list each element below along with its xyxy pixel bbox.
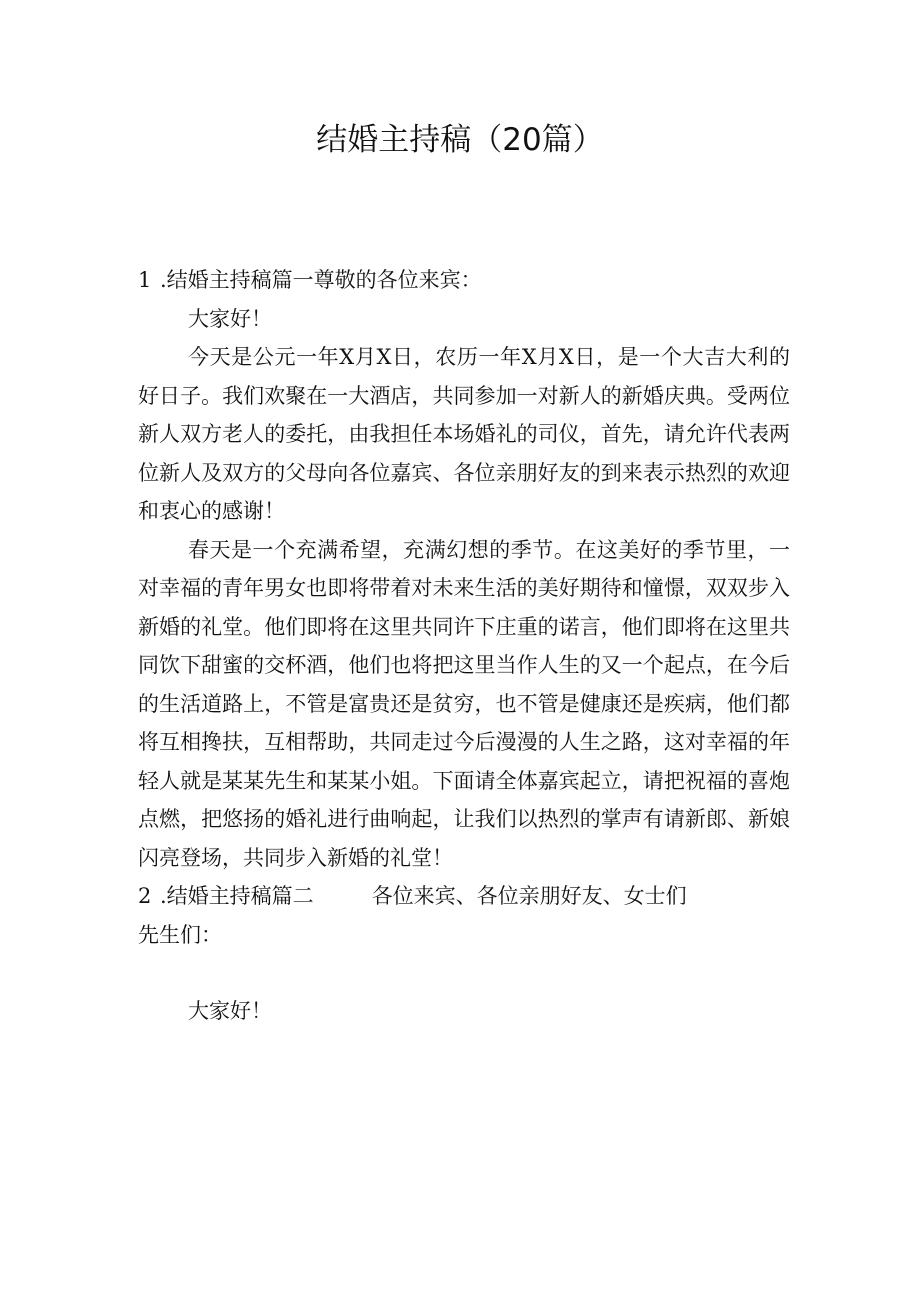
section-1-paragraph-1: 今天是公元一年X月X日，农历一年X月X日，是一个大吉大利的好日子。我们欢聚在一大酒店，共同参加一对新人的新婚庆典。受两位新人双方老人的委托，由我担任本场婚礼的司仪，首先，请允许代表两位新人及双方的父母向各位嘉宾、各位亲朋好友的到来表示热烈的欢迎和衷心的感谢！ [138,345,790,523]
section-2-number: 2 [138,884,152,908]
section-1-heading [138,261,790,300]
section-1-heading-text: .结婚主持稿篇一尊敬的各位来宾： [160,268,482,292]
section-1-number: 1 [138,268,152,292]
section-2-continuation: 先生们： [138,922,222,947]
section-1-greeting: 大家好！ [188,306,272,331]
section-2-heading-tail: 各位来宾、各位亲朋好友、女士们 [371,884,687,908]
blank-line [138,954,790,992]
document-body [138,261,790,1031]
document-title: 结婚主持稿（20篇） [316,122,604,158]
section-1-paragraph-2: 春天是一个充满希望，充满幻想的季节。在这美好的季节里，一对幸福的青年男女也即将带着对未来生活的美好期待和憧憬，双双步入新婚的礼堂。他们即将在这里共同许下庄重的诺言，他们即将在这里共同饮下甜蜜的交杯酒，他们也将把这里当作人生的又一个起点，在今后的生活道路上，不管是富贵还是贫穷，也不管是健康还是疾病，他们都将互相搀扶，互相帮助，共同走过今后漫漫的人生之路，这对幸福的年轻人就是某某先生和某某小姐。下面请全体嘉宾起立，请把祝福的喜炮点燃，把悠扬的婚礼进行曲响起，让我们以热烈的掌声有请新郎、新娘闪亮登场，共同步入新婚的礼堂！ [138,537,790,870]
section-2-heading [138,877,790,916]
section-2-heading-text: .结婚主持稿篇二 [160,884,314,908]
section-2-greeting: 大家好！ [188,999,272,1023]
